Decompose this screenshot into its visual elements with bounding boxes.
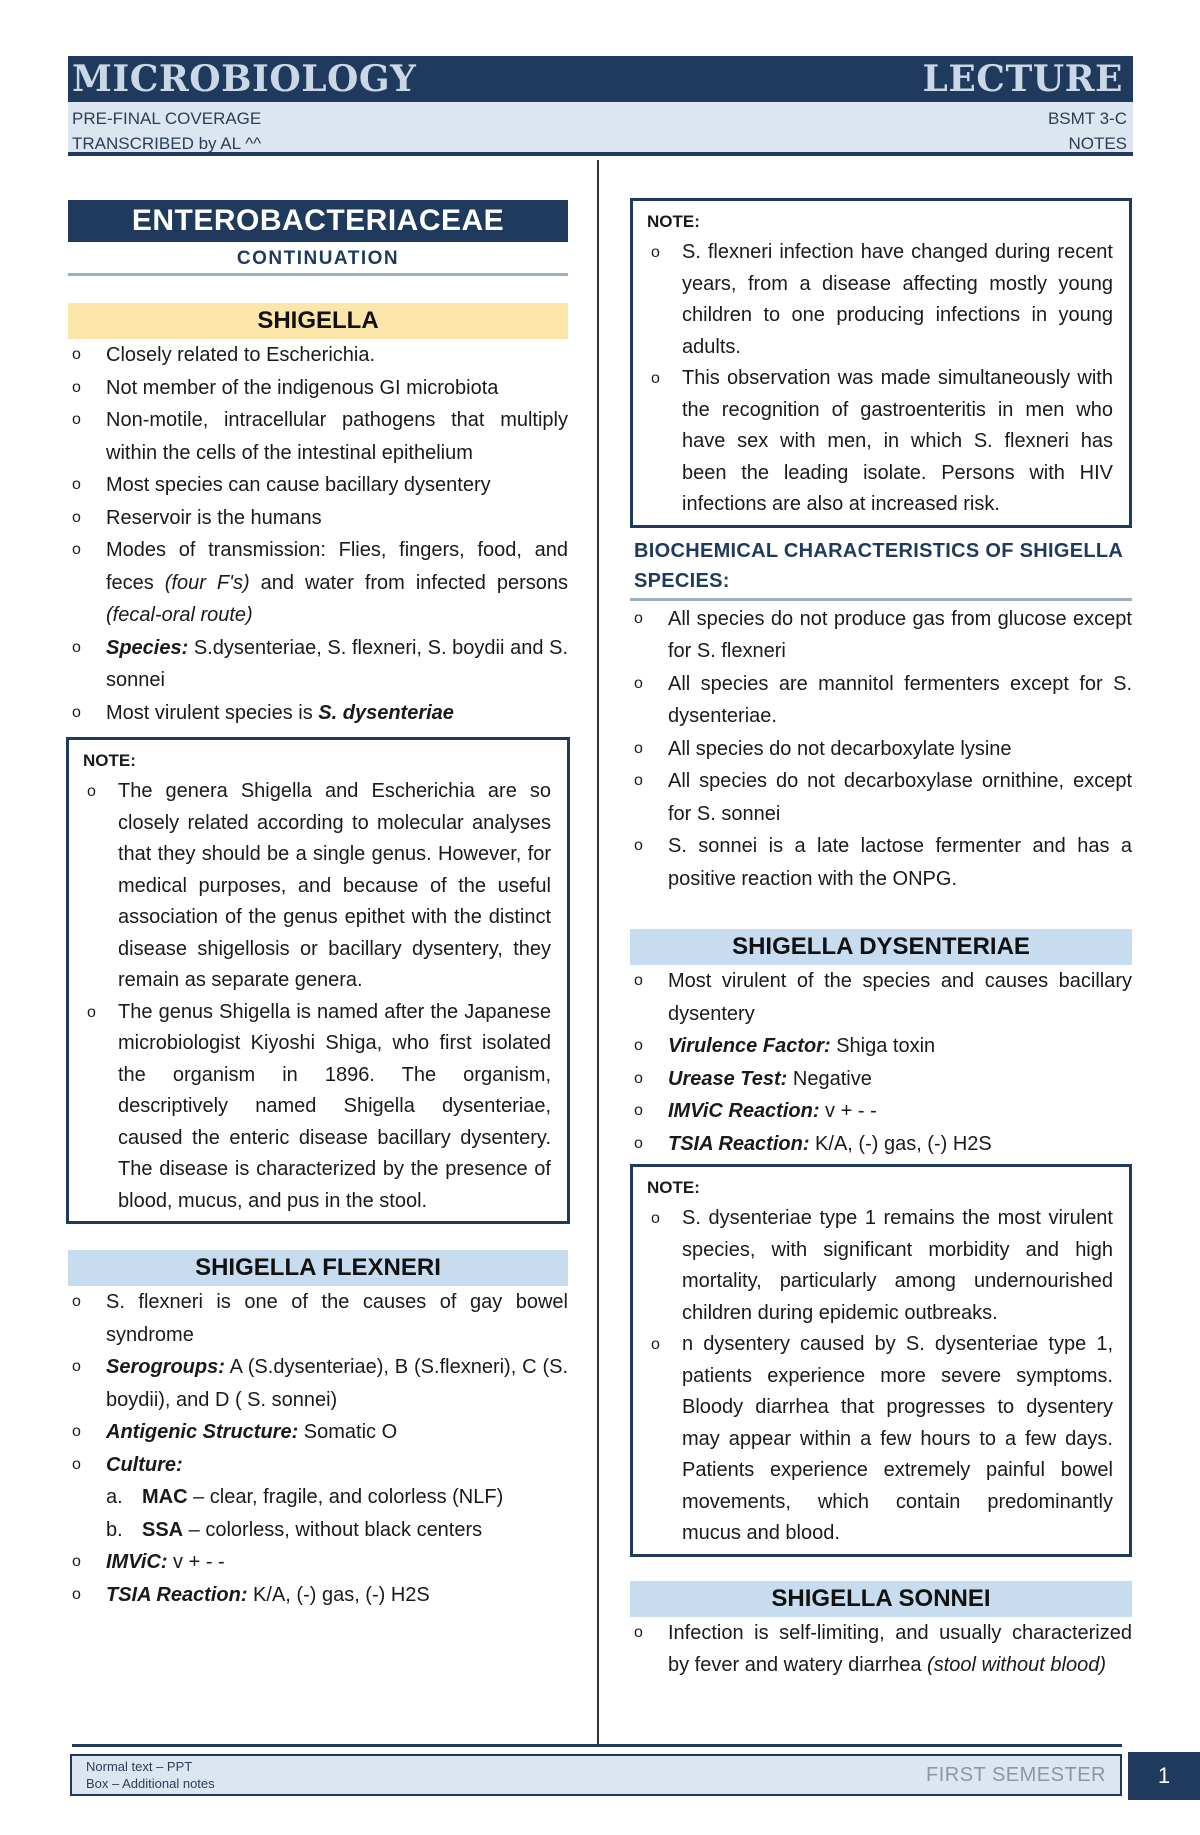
urease-text: Negative [787, 1067, 872, 1090]
list-item: o Non-motile, intracellular pathogens that multiply within the cells of the intestinal epithelium [68, 404, 568, 469]
list-item [68, 697, 568, 730]
list-item [630, 1030, 1132, 1063]
note-list [647, 237, 1113, 521]
footer-legend [86, 1758, 215, 1792]
culture-sublist [68, 1481, 568, 1546]
list-item [68, 1416, 568, 1449]
list-item [68, 534, 568, 632]
note-item: o This observation was made simultaneously with the recognition of gastroenteritis in men who have sex with men, in which S. flexneri has been the leading isolate. Persons with HIV infections are also at increased risk. [647, 363, 1113, 521]
list-item: o All species do not decarboxylate lysine [630, 733, 1132, 766]
species-label: Species: [106, 636, 189, 659]
tsia-text: K/A, (-) gas, (-) H2S [247, 1583, 430, 1606]
transmission-route: (fecal-oral route) [106, 604, 253, 626]
imvic-label: IMViC Reaction: [668, 1100, 820, 1122]
sub-marker: a. [106, 1486, 123, 1508]
note-item: o S. dysenteriae type 1 remains the most virulent species, with significant morbidity and high mortality, particularly among undernourished children during epidemic outbreaks. [647, 1203, 1113, 1329]
note-item: o n dysentery caused by S. dysenteriae type 1, patients experience more severe symptoms. Bloody diarrhea that progresses to dysentery may appear within a few hours to a few days. Patients experience extremely painful bowel movements, which contain predominantly mucus and blood. [647, 1329, 1113, 1550]
list-item [630, 1128, 1132, 1161]
note-box-genera [66, 737, 570, 1224]
section-heading-flexneri: SHIGELLA FLEXNERI [68, 1250, 568, 1286]
list-item: o Most virulent of the species and causes bacillary dysentery [630, 965, 1132, 1030]
list-item [630, 1617, 1132, 1682]
antigen-text: Somatic O [298, 1421, 398, 1443]
note-label: NOTE: [83, 751, 136, 770]
tsia-text: K/A, (-) gas, (-) H2S [809, 1132, 992, 1155]
header-subtitle-bar [68, 102, 1133, 156]
sonnei-text: Infection is self-limiting, and usually characterized by fever and watery diarrhea [668, 1621, 1132, 1676]
tsia-label: TSIA Reaction: [106, 1583, 248, 1606]
virulence-factor-label: Virulence Factor: [668, 1035, 831, 1057]
virulent-text: Most virulent species is [106, 701, 319, 724]
list-item: o Closely related to Escherichia. [68, 339, 568, 372]
list-item: o All species do not produce gas from glucose except for S. flexneri [630, 603, 1132, 668]
imvic-text: v + - - [167, 1551, 225, 1573]
sonnei-list [630, 1617, 1132, 1682]
mac-text: – clear, fragile, and colorless (NLF) [187, 1486, 504, 1508]
header-left-info [72, 106, 261, 156]
list-item [630, 1063, 1132, 1096]
virulent-species: S. dysenteriae [318, 701, 454, 724]
list-item: o Not member of the indigenous GI microbiota [68, 372, 568, 405]
dysenteriae-list [630, 965, 1132, 1160]
list-item: o All species do not decarboxylase ornithine, except for S. sonnei [630, 765, 1132, 830]
culture-item-ssa [106, 1514, 568, 1547]
transmission-fs: (four F's) [164, 571, 250, 594]
culture-item-mac [106, 1481, 568, 1514]
page-header [68, 56, 1133, 156]
serogroups-label: Serogroups: [106, 1356, 225, 1378]
chapter-title-block [68, 200, 568, 276]
transmission-text-2: and water from infected persons [249, 571, 569, 594]
right-column [630, 198, 1132, 1682]
list-item [68, 632, 568, 697]
note-label: NOTE: [647, 212, 700, 231]
ssa-text: – colorless, without black centers [183, 1518, 483, 1541]
subject-title: MICROBIOLOGY [72, 58, 417, 100]
note-item: o The genera Shigella and Escherichia are so closely related according to molecular analyses that they should be a single genus. However, for medical purposes, and because of the useful association of the genus epithet with the distinct disease shigellosis or bacillary dysentery, they remain as separate genera. [83, 776, 551, 997]
ssa-label: SSA [142, 1518, 184, 1541]
antigen-label: Antigenic Structure: [106, 1421, 299, 1443]
semester-label: FIRST SEMESTER [926, 1764, 1106, 1786]
section-heading-shigella: SHIGELLA [68, 303, 568, 339]
culture-label: Culture: [106, 1453, 183, 1476]
legend-normal-text: Normal text – PPT [86, 1759, 193, 1774]
header-right-info [1048, 106, 1127, 156]
biochemical-list [630, 603, 1132, 896]
legend-box: Box – Additional notes [86, 1776, 215, 1791]
list-item [68, 1351, 568, 1416]
note-box-flexneri [630, 198, 1132, 528]
species-text: S.dysenteriae, S. flexneri, S. boydii and S. sonnei [106, 636, 568, 691]
flexneri-list [68, 1286, 568, 1481]
note-item: o S. flexneri infection have changed during recent years, from a disease affecting mostly young children to one producing infections in young adults. [647, 237, 1113, 363]
column-divider [597, 160, 599, 1746]
note-list [647, 1203, 1113, 1550]
footer-rule [72, 1744, 1122, 1747]
imvic-text: v + - - [819, 1100, 877, 1122]
section-heading-sonnei: SHIGELLA SONNEI [630, 1581, 1132, 1617]
biochemical-heading: BIOCHEMICAL CHARACTERISTICS OF SHIGELLA SPECIES: [630, 536, 1132, 601]
mac-label: MAC [142, 1486, 188, 1508]
serogroups-text: A (S.dysenteriae), B (S.flexneri), C (S. boydii), and D ( S. sonnei) [106, 1356, 568, 1411]
sonnei-italic: (stool without blood) [927, 1654, 1107, 1676]
sub-marker: b. [106, 1518, 123, 1541]
header-title-bar [68, 56, 1133, 102]
urease-label: Urease Test: [668, 1067, 788, 1090]
list-item [68, 1546, 568, 1579]
notes-label: NOTES [1068, 134, 1127, 153]
footer-bar [70, 1754, 1122, 1796]
list-item: o S. flexneri is one of the causes of gay bowel syndrome [68, 1286, 568, 1351]
chapter-subtitle: CONTINUATION [68, 242, 568, 276]
list-item [630, 1095, 1132, 1128]
transcriber-label: TRANSCRIBED by AL ^^ [72, 134, 262, 153]
section-label: BSMT 3-C [1047, 109, 1127, 128]
list-item [68, 1579, 568, 1612]
flexneri-list-2 [68, 1546, 568, 1611]
section-heading-dysenteriae: SHIGELLA DYSENTERIAE [630, 929, 1132, 965]
coverage-label: PRE-FINAL COVERAGE [72, 109, 262, 128]
list-item: o Reservoir is the humans [68, 502, 568, 535]
list-item: o S. sonnei is a late lactose fermenter and has a positive reaction with the ONPG. [630, 830, 1132, 895]
chapter-title: ENTEROBACTERIACEAE [68, 200, 568, 242]
lecture-title: LECTURE [922, 58, 1123, 100]
shigella-list [68, 339, 568, 729]
note-box-dysenteriae [630, 1164, 1132, 1557]
transmission-text: Modes of transmission: Flies, fingers, food, and feces [106, 539, 568, 594]
list-item: o Most species can cause bacillary dysentery [68, 469, 568, 502]
tsia-label: TSIA Reaction: [668, 1132, 810, 1155]
note-item: o The genus Shigella is named after the Japanese microbiologist Kiyoshi Shiga, who first isolated the organism in 1896. The organism, descriptively named Shigella dysenteriae, caused the enteric disease bacillary dysentery. The disease is characterized by the presence of blood, mucus, and pus in the stool. [83, 997, 551, 1218]
page-number: 1 [1128, 1752, 1200, 1800]
list-item [68, 1449, 568, 1482]
imvic-label: IMViC: [106, 1551, 168, 1573]
list-item: o All species are mannitol fermenters except for S. dysenteriae. [630, 668, 1132, 733]
left-column [68, 200, 568, 1611]
note-list [83, 776, 551, 1217]
virulence-factor-text: Shiga toxin [830, 1035, 936, 1057]
note-label: NOTE: [647, 1178, 700, 1197]
